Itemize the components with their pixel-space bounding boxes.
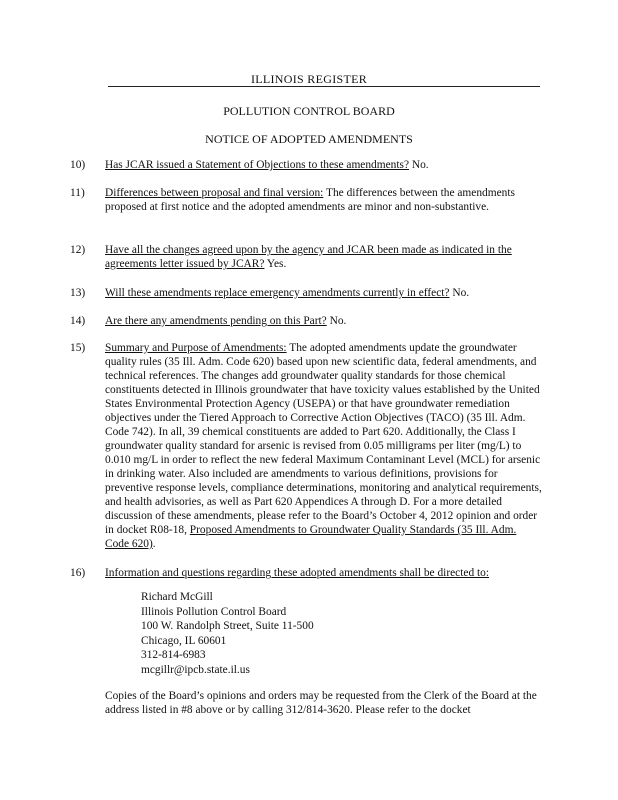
item-answer: No. <box>452 287 470 299</box>
item-number: 10) <box>70 159 86 171</box>
item-number: 16) <box>70 567 86 579</box>
notice-title: NOTICE OF ADOPTED AMENDMENTS <box>205 132 413 146</box>
item-answer: The differences between the amendments proposed at first notice and the adopted amendments are minor and non-substantive. <box>105 187 515 213</box>
contact-phone: 312-814-6983 <box>141 649 206 662</box>
item-number: 13) <box>70 287 86 299</box>
item-question: Information and questions regarding these adopted amendments shall be directed to: <box>105 567 490 579</box>
item-question: Has JCAR issued a Statement of Objections to these amendments? <box>105 159 410 171</box>
item-question: Summary and Purpose of Amendments: <box>105 342 287 354</box>
item-number: 14) <box>70 315 86 327</box>
item-number: 11) <box>70 187 85 199</box>
item-number: 15) <box>70 342 86 354</box>
docket-title: Proposed Amendments to Groundwater Quality Standards (35 Ill. Adm. Code 620) <box>105 524 517 550</box>
item-question: Have all the changes agreed upon by the agency and JCAR been made as indicated in the agreements letter issued by JCAR? <box>105 244 512 270</box>
contact-city: Chicago, IL 60601 <box>141 634 227 647</box>
item-question: Differences between proposal and final version: <box>105 187 324 199</box>
contact-block <box>141 590 314 678</box>
item-answer: No. <box>411 159 429 171</box>
contact-name: Richard McGill <box>141 591 213 603</box>
register-title: ILLINOIS REGISTER <box>250 72 368 86</box>
header-rule <box>108 86 540 87</box>
contact-org: Illinois Pollution Control Board <box>141 605 287 618</box>
item-answer: Yes. <box>266 258 287 270</box>
contact-street: 100 W. Randolph Street, Suite 11-500 <box>141 620 314 633</box>
item-answer: No. <box>329 315 347 327</box>
item-question: Will these amendments replace emergency amendments currently in effect? <box>105 287 450 299</box>
copies-paragraph: Copies of the Board’s opinions and orders may be requested from the Clerk of the Board at the address listed in #8 above or by calling 312/814-3620. Please refer to the docket <box>105 690 537 716</box>
item-question: Are there any amendments pending on this Part? <box>105 315 327 327</box>
agency-title: POLLUTION CONTROL BOARD <box>223 104 395 118</box>
item-answer: The adopted amendments update the groundwater quality rules (35 Ill. Adm. Code 620) based upon new scientific data, federal amendments, and technical references. The changes add groundwater quality standards for those chemical constituents detected in Illinois groundwater that have toxicity values established by the United States Environmental Protection Agency (USEPA) or that have groundwater remediation objectives under the Tiered Approach to Corrective Action Objectives (TACO) (35 Ill. Adm. Code 742). In all, 39 chemical constituents are added to Part 620. Additionally, the Class I groundwater quality standard for arsenic is revised from 0.05 milligrams per liter (mg/L) to 0.010 mg/L in order to reflect the new federal Maximum Contaminant Level (MCL) for arsenic in drinking water. Also included are amendments to various definitions, provisions for preventive response levels, compliance determinations, monitoring and analytical requirements, and health advisories, as well as Part 620 Appendices A through D. For a more detailed discussion of these amendments, please refer to the Board’s October 4, 2012 opinion and order in docket R08-18, <box>105 342 542 536</box>
item-number: 12) <box>70 244 86 256</box>
contact-email: mcgillr@ipcb.state.il.us <box>141 663 250 676</box>
item-answer-tail: . <box>152 538 156 550</box>
